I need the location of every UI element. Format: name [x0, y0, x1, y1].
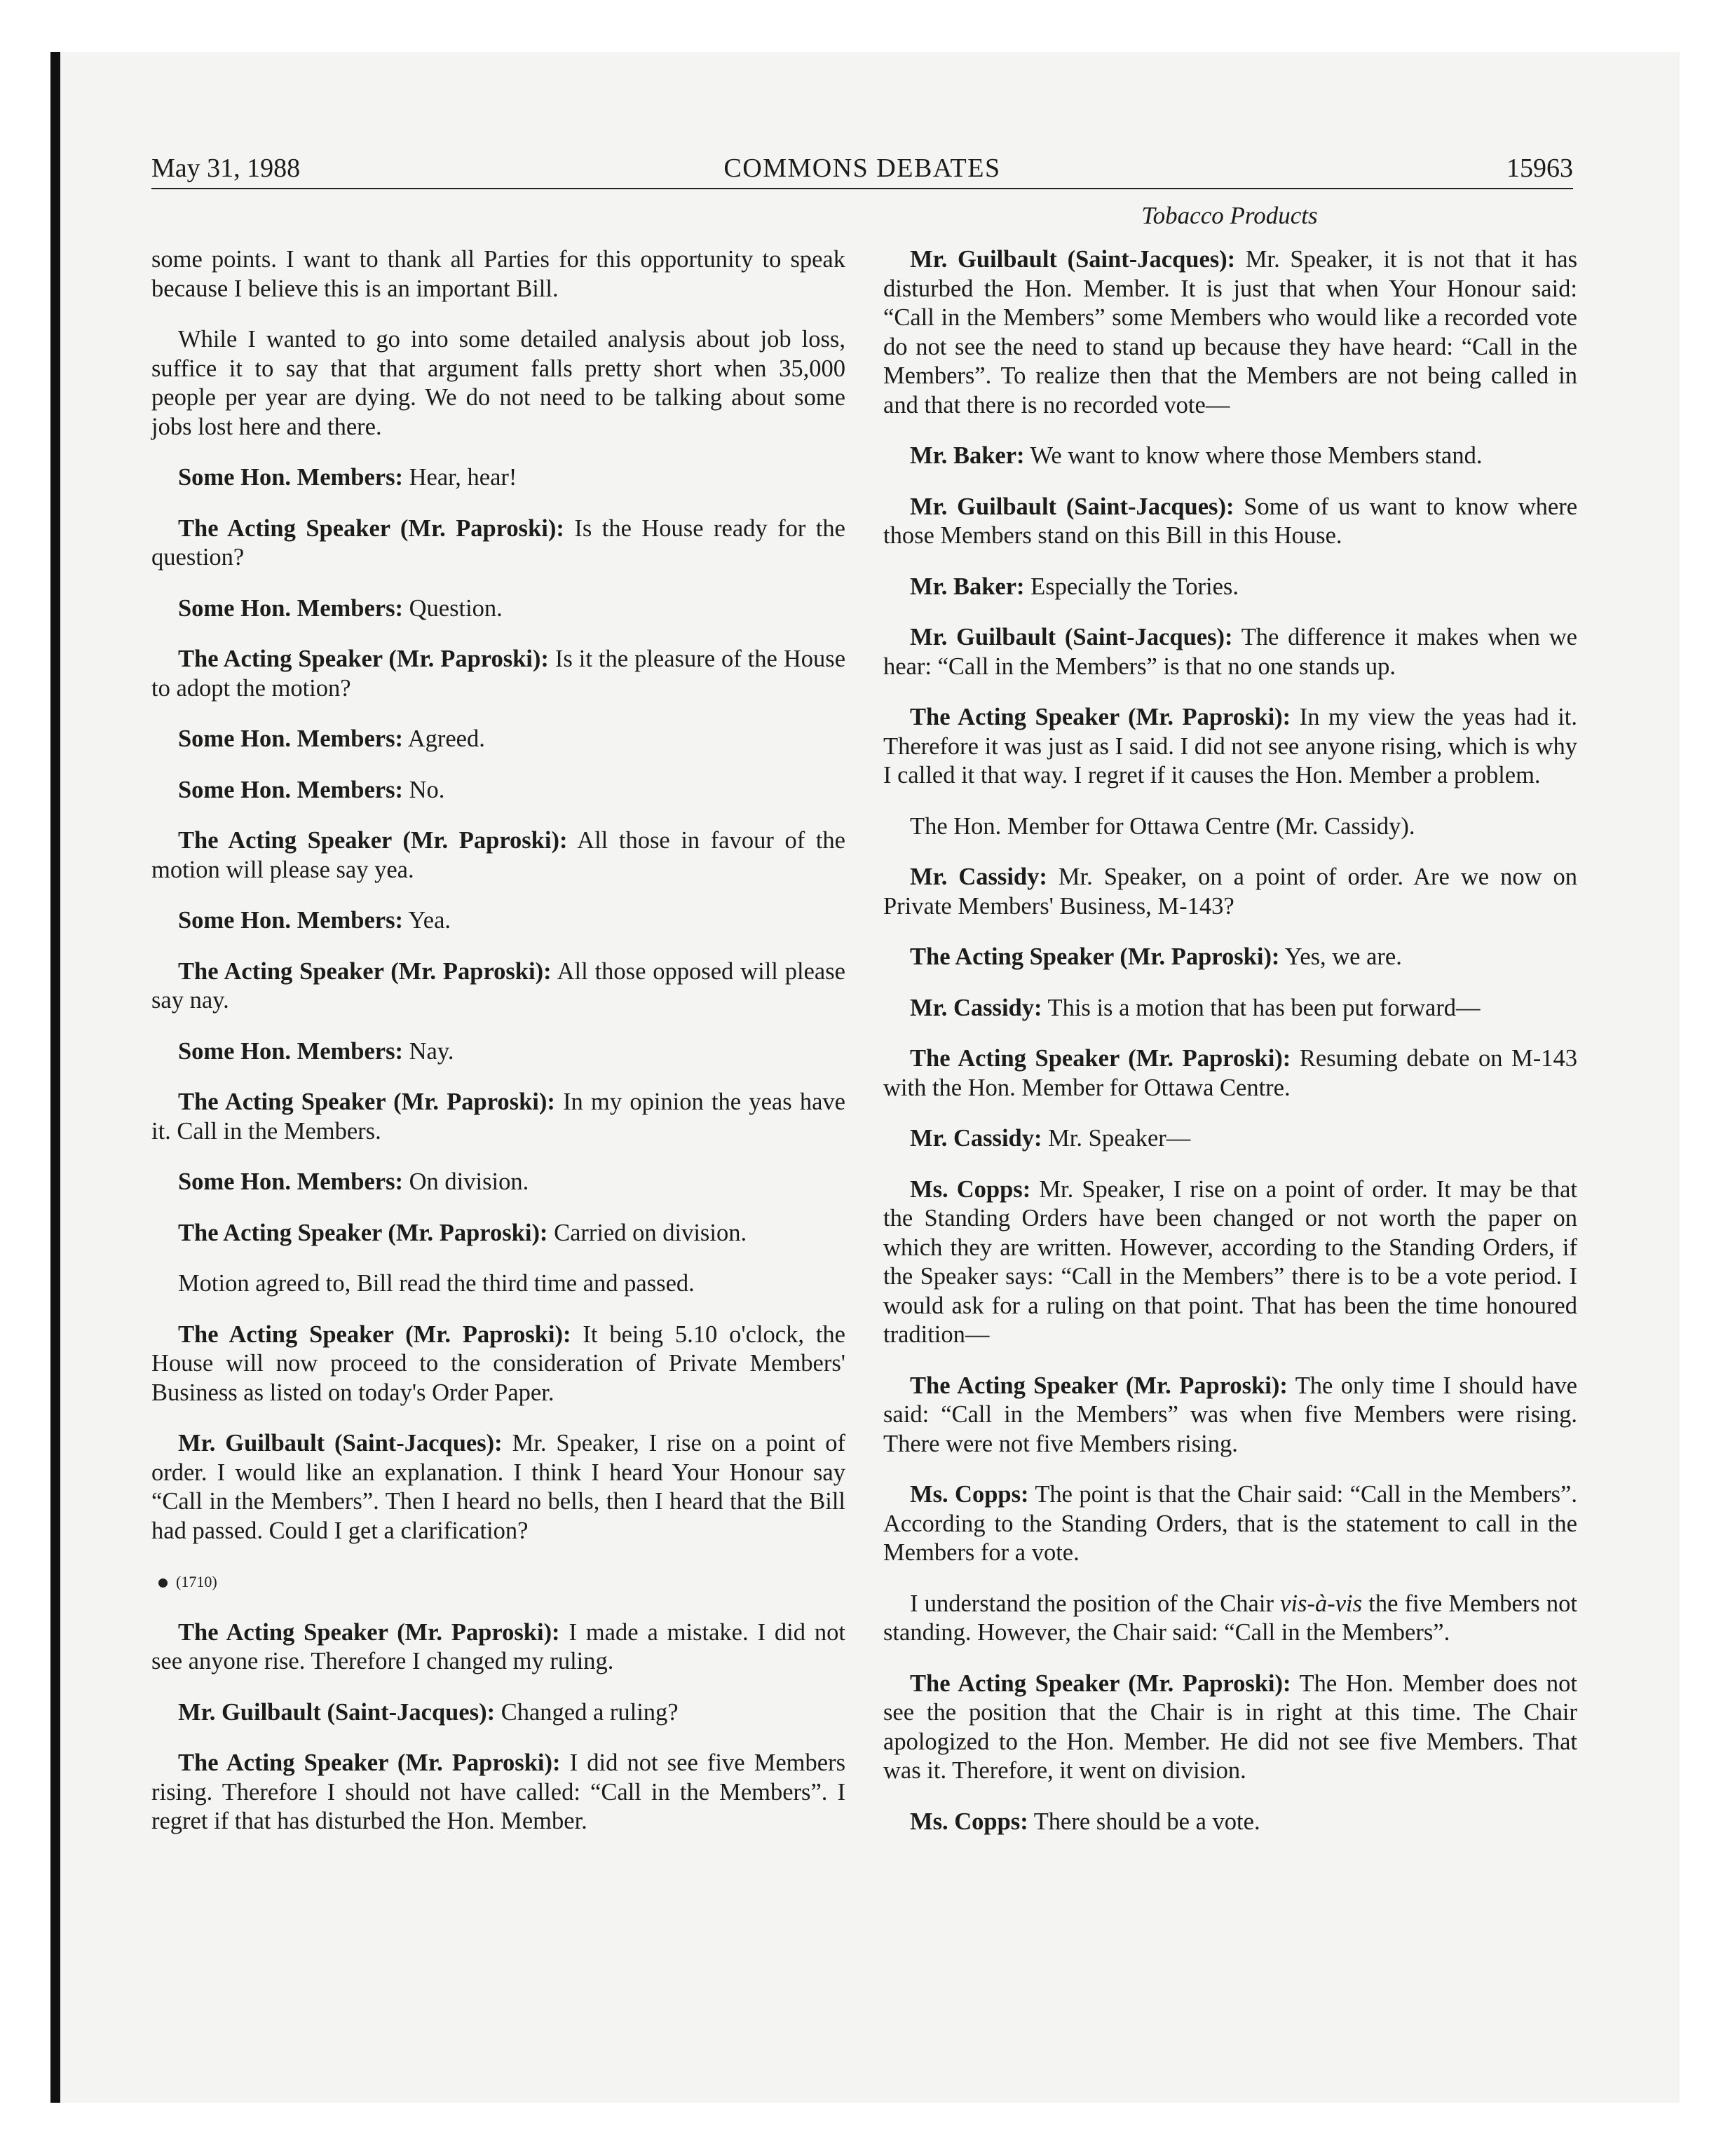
- paragraph-text: On division.: [409, 1168, 529, 1195]
- paragraph-text: This is a motion that has been put forward—: [1047, 994, 1481, 1021]
- paragraph-text: Some of us want to know where those Members stand on this Bill in this House.: [883, 493, 1578, 549]
- paragraph: [151, 725, 845, 754]
- speaker-name: Ms. Copps:: [910, 1481, 1029, 1508]
- paragraph-text: the five Members not standing. However, the Chair said: “Call in the Members”.: [883, 1590, 1578, 1646]
- paragraph: [151, 1698, 845, 1728]
- paragraph: [151, 594, 845, 624]
- speaker-name: The Acting Speaker (Mr. Paproski):: [178, 514, 564, 542]
- paragraph-text: The Hon. Member for Ottawa Centre (Mr. Cassidy).: [910, 812, 1415, 840]
- paragraph: [883, 623, 1577, 681]
- bullet-icon: [158, 1578, 168, 1588]
- paragraph: [883, 1670, 1577, 1786]
- speaker-name: Ms. Copps:: [910, 1808, 1028, 1835]
- paragraph-text: The point is that the Chair said: “Call in the Members”. According to the Standing Orders, that is the statement to call in the Members for a vote.: [883, 1481, 1577, 1566]
- paragraph: [883, 994, 1577, 1023]
- paragraph: [883, 1175, 1577, 1350]
- speaker-name: The Acting Speaker (Mr. Paproski):: [910, 704, 1291, 730]
- speaker-name: The Acting Speaker (Mr. Paproski):: [178, 1321, 571, 1348]
- paragraph: [883, 1044, 1577, 1103]
- paragraph-text: Question.: [409, 594, 503, 622]
- paragraph-text: No.: [409, 776, 445, 803]
- paragraph: [151, 906, 845, 936]
- paragraph-text: Agreed.: [407, 725, 485, 752]
- speaker-name: Some Hon. Members:: [178, 464, 403, 491]
- paragraph: [883, 442, 1577, 471]
- speaker-name: Some Hon. Members:: [178, 725, 403, 752]
- paragraph-text: Is it the pleasure of the House to adopt the motion?: [151, 646, 846, 702]
- paragraph: [151, 1749, 845, 1836]
- speaker-name: Mr. Guilbault (Saint-Jacques):: [910, 246, 1236, 273]
- paragraph: [151, 245, 845, 303]
- speaker-name: The Acting Speaker (Mr. Paproski):: [178, 1089, 555, 1115]
- paragraph-text: There should be a vote.: [1033, 1808, 1260, 1835]
- paragraph: [883, 493, 1577, 551]
- paragraph: [151, 957, 845, 1016]
- italic-term: vis-à-vis: [1280, 1590, 1363, 1617]
- paragraph-text: I made a mistake. I did not see anyone rise. Therefore I changed my ruling.: [151, 1618, 845, 1674]
- paragraph: [883, 1480, 1577, 1568]
- paragraph-text: Mr. Speaker, I rise on a point of order. It may be that the Standing Orders have been changed or not worth the paper on which they are written. However, according to the Standing Orders, if the Speaker says: “Call in the Members” there is to be a vote period. I would ask for a ruling on that point. That has been the time honoured tradition—: [883, 1175, 1577, 1348]
- speaker-name: The Acting Speaker (Mr. Paproski):: [910, 1372, 1288, 1399]
- speaker-name: Some Hon. Members:: [178, 907, 403, 934]
- paragraph-text: We want to know where those Members stand.: [1030, 442, 1483, 469]
- speaker-name: The Acting Speaker (Mr. Paproski):: [178, 1219, 548, 1246]
- paragraph-text: In my view the yeas had it. Therefore it was just as I said. I did not see anyone rising, which is why I called it that way. I regret if it causes the Hon. Member a problem.: [883, 704, 1577, 789]
- paragraph-text: Mr. Speaker, it is not that it has disturbed the Hon. Member. It is just that when Your Honour said: “Call in the Members” some Members who would like a recorded vote do not see the need to stand up because they have heard: “Call in the Members”. To realize then that the Members are not being called in and that there is no recorded vote—: [883, 246, 1578, 418]
- speaker-name: The Acting Speaker (Mr. Paproski):: [178, 1749, 561, 1776]
- speaker-name: Mr. Baker:: [910, 442, 1025, 469]
- paragraph: [883, 812, 1577, 842]
- subject-heading: Tobacco Products: [1141, 202, 1318, 229]
- speaker-name: Some Hon. Members:: [178, 1037, 403, 1065]
- paragraph-text: Changed a ruling?: [501, 1698, 679, 1726]
- paragraph: [151, 325, 845, 442]
- left-column: [151, 245, 845, 1858]
- paragraph-text: Especially the Tories.: [1030, 573, 1239, 600]
- paragraph-text: Mr. Speaker, on a point of order. Are we now on Private Members' Business, M-143?: [883, 864, 1577, 920]
- scan-edge: [50, 52, 60, 2103]
- paragraph: [883, 1372, 1577, 1459]
- header-page-number: 15963: [1506, 153, 1573, 183]
- paragraph: [151, 1088, 845, 1146]
- speaker-name: Mr. Guilbault (Saint-Jacques):: [178, 1430, 503, 1456]
- paragraph: [151, 1321, 845, 1408]
- right-column: [883, 245, 1577, 1858]
- paragraph: [883, 245, 1577, 420]
- paragraph-text: Is the House ready for the question?: [151, 514, 845, 571]
- header-date: May 31, 1988: [151, 153, 301, 183]
- paragraph: [151, 514, 845, 573]
- paragraph: [151, 645, 845, 703]
- paragraph: [883, 1808, 1577, 1837]
- time-marker-text: (1710): [176, 1573, 217, 1590]
- speaker-name: Mr. Guilbault (Saint-Jacques):: [178, 1698, 496, 1726]
- speaker-name: Some Hon. Members:: [178, 1168, 403, 1195]
- speaker-name: The Acting Speaker (Mr. Paproski):: [910, 1045, 1291, 1072]
- speaker-name: The Acting Speaker (Mr. Paproski):: [910, 943, 1280, 970]
- paragraph: [151, 826, 845, 885]
- paragraph-text: Hear, hear!: [409, 464, 517, 491]
- paragraph-text: The only time I should have said: “Call in the Members” was when five Members were rising. There were not five Members rising.: [883, 1372, 1577, 1457]
- speaker-name: The Acting Speaker (Mr. Paproski):: [178, 827, 568, 854]
- paragraph: [883, 703, 1577, 791]
- paragraph: [151, 1037, 845, 1067]
- paragraph-text: In my opinion the yeas have it. Call in the Members.: [151, 1089, 845, 1145]
- speaker-name: Mr. Guilbault (Saint-Jacques):: [910, 493, 1234, 520]
- speaker-name: Mr. Cassidy:: [910, 864, 1047, 890]
- paragraph-text: Nay.: [409, 1037, 454, 1065]
- paragraph: [151, 1269, 845, 1299]
- paragraph-text: The difference it makes when we hear: “Call in the Members” is that no one stands up.: [883, 624, 1577, 680]
- paragraph: [883, 573, 1577, 602]
- paragraph-text: The Hon. Member does not see the position that the Chair is in right at this time. The Chair apologized to the Hon. Member. He did not see five Members. That was it. Therefore, it went on division.: [883, 1670, 1577, 1784]
- paragraph: [151, 1429, 845, 1546]
- paragraph-text: I understand the position of the Chair: [910, 1590, 1281, 1617]
- paragraph: [151, 463, 845, 493]
- page-header: [151, 149, 1573, 189]
- speaker-name: Some Hon. Members:: [178, 594, 403, 622]
- paragraph: [151, 1219, 845, 1248]
- paragraph-text: All those in favour of the motion will please say yea.: [151, 827, 845, 883]
- paragraph-text: Yea.: [408, 907, 451, 934]
- speaker-name: The Acting Speaker (Mr. Paproski):: [178, 646, 549, 672]
- header-publication: COMMONS DEBATES: [723, 153, 1001, 183]
- speaker-name: The Acting Speaker (Mr. Paproski):: [910, 1670, 1291, 1697]
- paragraph: [883, 943, 1577, 972]
- paragraph: [151, 1168, 845, 1197]
- paragraph-text: Mr. Speaker, I rise on a point of order. I would like an explanation. I think I heard Your Honour say “Call in the Members”. Then I heard no bells, then I heard that the Bill had passed. Could I get a clarification?: [151, 1430, 845, 1544]
- paragraph: [883, 1590, 1577, 1648]
- paragraph-text: All those opposed will please say nay.: [151, 957, 845, 1014]
- paragraph-text: Motion agreed to, Bill read the third time and passed.: [178, 1270, 695, 1297]
- paragraph-text: some points. I want to thank all Parties for this opportunity to speak because I believe this is an important Bill.: [151, 246, 845, 302]
- speaker-name: Mr. Baker:: [910, 573, 1025, 600]
- paragraph: [151, 776, 845, 805]
- paragraph-text: Resuming debate on M-143 with the Hon. Member for Ottawa Centre.: [883, 1045, 1577, 1101]
- paragraph: [883, 863, 1577, 921]
- speaker-name: Mr. Cassidy:: [910, 994, 1042, 1021]
- paragraph: [883, 1124, 1577, 1154]
- speaker-name: Some Hon. Members:: [178, 776, 403, 803]
- paragraph-text: It being 5.10 o'clock, the House will now proceed to the consideration of Private Members' Business as listed on today's Order Paper.: [151, 1321, 845, 1406]
- paragraph: [151, 1618, 845, 1677]
- speaker-name: Mr. Cassidy:: [910, 1125, 1042, 1152]
- time-marker: [151, 1567, 845, 1597]
- speaker-name: The Acting Speaker (Mr. Paproski):: [178, 957, 552, 985]
- paragraph-text: Carried on division.: [554, 1219, 747, 1246]
- speaker-name: Mr. Guilbault (Saint-Jacques):: [910, 624, 1233, 650]
- speaker-name: The Acting Speaker (Mr. Paproski):: [178, 1618, 560, 1646]
- paragraph-text: While I wanted to go into some detailed analysis about job loss, suffice it to say that that argument falls pretty short when 35,000 people per year are dying. We do not need to be talking about some jobs lost here and there.: [151, 326, 845, 440]
- speaker-name: Ms. Copps:: [910, 1175, 1031, 1203]
- paragraph-text: Yes, we are.: [1284, 943, 1402, 970]
- paragraph-text: Mr. Speaker—: [1048, 1125, 1191, 1152]
- paragraph-text: I did not see five Members rising. Therefore I should not have called: “Call in the Members”. I regret if that has disturbed the Hon. Member.: [151, 1749, 845, 1834]
